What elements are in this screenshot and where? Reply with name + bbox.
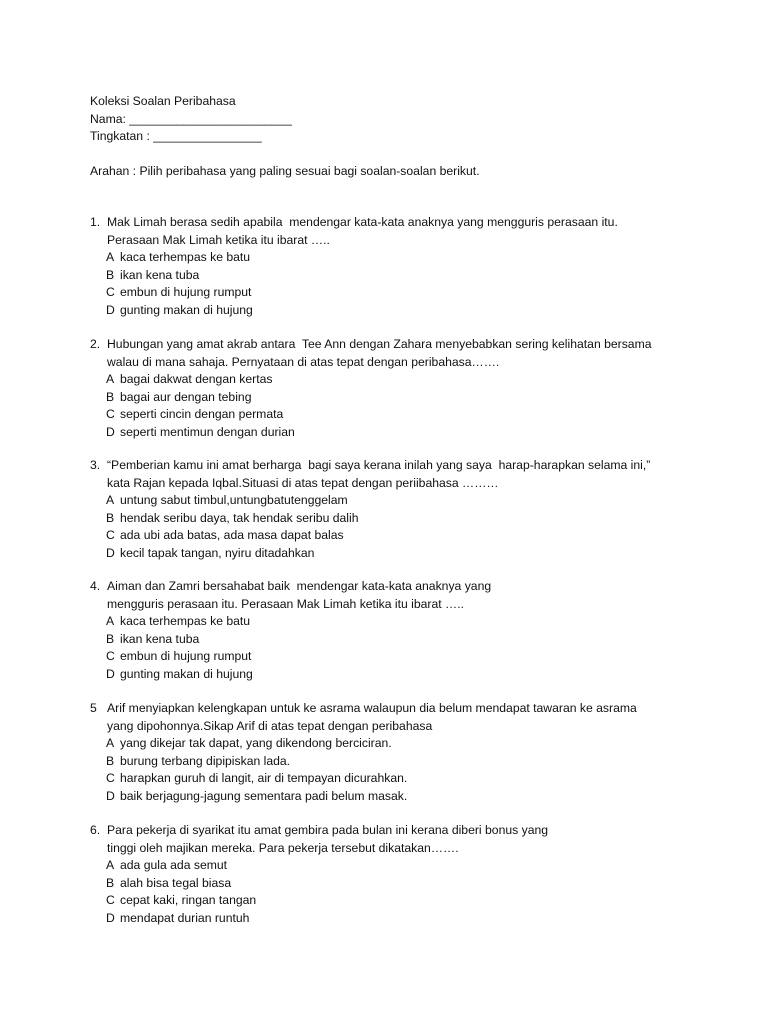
option-text: kaca terhempas ke batu <box>120 614 251 629</box>
option-b <box>90 510 690 528</box>
option-letter: B <box>106 875 115 890</box>
option-d <box>90 910 690 928</box>
option-text: ikan kena tuba <box>120 267 200 282</box>
option-a <box>90 857 690 875</box>
question-text: yang dipohonnya.Sikap Arif di atas tepat dengan peribahasa <box>107 718 433 733</box>
option-letter: A <box>106 372 115 387</box>
option-text: baik berjagung-jagung sementara padi belum masak. <box>120 788 408 803</box>
question-text: walau di mana sahaja. Pernyataan di atas tepat dengan peribahasa……. <box>107 354 500 369</box>
option-text: gunting makan di hujung <box>120 666 253 681</box>
option-letter: B <box>106 631 115 646</box>
question-line <box>90 214 690 232</box>
question-text: Mak Limah berasa sedih apabila mendengar kata-kata anaknya yang mengguris perasaan itu. <box>107 215 618 229</box>
question-number: 2. <box>90 337 101 351</box>
option-letter: D <box>106 788 115 803</box>
name-field-line: Nama: ________________________ <box>90 111 292 126</box>
option-text: cepat kaki, ringan tangan <box>120 893 257 908</box>
option-c <box>90 770 690 788</box>
question-text: Arif menyiapkan kelengkapan untuk ke asrama walaupun dia belum mendapat tawaran ke asrama <box>107 701 637 715</box>
question-line <box>90 336 690 354</box>
question-text: kata Rajan kepada Iqbal.Situasi di atas tepat dengan periibahasa ……… <box>107 475 499 490</box>
question-line <box>90 822 690 840</box>
option-c <box>90 527 690 545</box>
option-letter: D <box>106 302 115 317</box>
option-text: ada gula ada semut <box>120 858 228 873</box>
option-text: burung terbang dipipiskan lada. <box>120 753 291 768</box>
option-b <box>90 389 690 407</box>
option-a <box>90 613 690 631</box>
option-letter: B <box>106 753 115 768</box>
option-a <box>90 249 690 267</box>
option-a <box>90 492 690 510</box>
question-text: Hubungan yang amat akrab antara Tee Ann dengan Zahara menyebabkan sering kelihatan bersama <box>107 337 652 351</box>
option-d <box>90 302 690 320</box>
option-letter: D <box>106 545 115 560</box>
option-text: yang dikejar tak dapat, yang dikendong berciciran. <box>120 736 392 751</box>
option-d <box>90 424 690 442</box>
question-2 <box>90 336 690 442</box>
option-letter: D <box>106 910 115 925</box>
option-letter: C <box>106 528 115 543</box>
instruction-text: Arahan : Pilih peribahasa yang paling sesuai bagi soalan-soalan berikut. <box>90 164 480 178</box>
option-letter: C <box>106 407 115 422</box>
option-b <box>90 631 690 649</box>
option-text: hendak seribu daya, tak hendak seribu dalih <box>120 510 359 525</box>
question-line <box>90 578 690 596</box>
option-letter: A <box>106 614 115 629</box>
question-number: 6. <box>90 823 101 837</box>
question-line <box>90 718 690 736</box>
option-letter: B <box>106 267 115 282</box>
question-line <box>90 596 690 614</box>
option-text: mendapat durian runtuh <box>120 910 250 925</box>
option-text: bagai dakwat dengan kertas <box>120 372 273 387</box>
question-text: Perasaan Mak Limah ketika itu ibarat ….. <box>107 232 330 247</box>
option-letter: C <box>106 649 115 664</box>
option-b <box>90 753 690 771</box>
option-b <box>90 267 690 285</box>
question-number: 3. <box>90 458 101 472</box>
question-6 <box>90 822 690 928</box>
option-letter: D <box>106 424 115 439</box>
option-text: alah bisa tegal biasa <box>120 875 232 890</box>
option-letter: C <box>106 771 115 786</box>
level-field-line: Tingkatan : ________________ <box>90 129 262 144</box>
question-4 <box>90 578 690 684</box>
option-text: kaca terhempas ke batu <box>120 250 251 265</box>
option-letter: B <box>106 389 115 404</box>
option-letter: C <box>106 893 115 908</box>
option-letter: A <box>106 493 115 508</box>
option-letter: C <box>106 285 115 300</box>
worksheet-title: Koleksi Soalan Peribahasa <box>90 94 236 108</box>
option-text: embun di hujung rumput <box>120 649 252 664</box>
question-number: 5 <box>90 701 97 715</box>
option-c <box>90 648 690 666</box>
question-1 <box>90 214 690 320</box>
option-text: seperti cincin dengan permata <box>120 407 284 422</box>
option-text: ikan kena tuba <box>120 631 200 646</box>
option-text: untung sabut timbul,untungbatutenggelam <box>120 493 348 508</box>
option-d <box>90 788 690 806</box>
option-letter: A <box>106 736 115 751</box>
option-text: seperti mentimun dengan durian <box>120 424 295 439</box>
worksheet-header <box>90 93 292 146</box>
option-c <box>90 284 690 302</box>
question-line <box>90 457 690 475</box>
option-d <box>90 666 690 684</box>
question-text: Aiman dan Zamri bersahabat baik mendengar kata-kata anaknya yang <box>107 579 492 593</box>
option-letter: D <box>106 666 115 681</box>
question-line <box>90 700 690 718</box>
question-5 <box>90 700 690 806</box>
option-b <box>90 875 690 893</box>
option-d <box>90 545 690 563</box>
question-line <box>90 232 690 250</box>
option-c <box>90 406 690 424</box>
option-letter: A <box>106 858 115 873</box>
question-line <box>90 354 690 372</box>
question-number: 4. <box>90 579 101 593</box>
question-line <box>90 840 690 858</box>
option-text: bagai aur dengan tebing <box>120 389 252 404</box>
option-c <box>90 892 690 910</box>
option-a <box>90 735 690 753</box>
question-text: Para pekerja di syarikat itu amat gembira pada bulan ini kerana diberi bonus yang <box>107 823 549 837</box>
option-text: ada ubi ada batas, ada masa dapat balas <box>120 528 344 543</box>
option-text: kecil tapak tangan, nyiru ditadahkan <box>120 545 315 560</box>
question-text: tinggi oleh majikan mereka. Para pekerja tersebut dikatakan……. <box>107 840 459 855</box>
option-text: harapkan guruh di langit, air di tempayan dicurahkan. <box>120 771 408 786</box>
question-number: 1. <box>90 215 101 229</box>
question-text: mengguris perasaan itu. Perasaan Mak Limah ketika itu ibarat ….. <box>107 596 465 611</box>
option-text: gunting makan di hujung <box>120 302 253 317</box>
question-line <box>90 475 690 493</box>
option-a <box>90 371 690 389</box>
question-3 <box>90 457 690 563</box>
question-text: “Pemberian kamu ini amat berharga bagi saya kerana inilah yang saya harap-harapkan selama ini,” <box>107 458 651 472</box>
option-text: embun di hujung rumput <box>120 285 252 300</box>
option-letter: A <box>106 250 115 265</box>
option-letter: B <box>106 510 115 525</box>
